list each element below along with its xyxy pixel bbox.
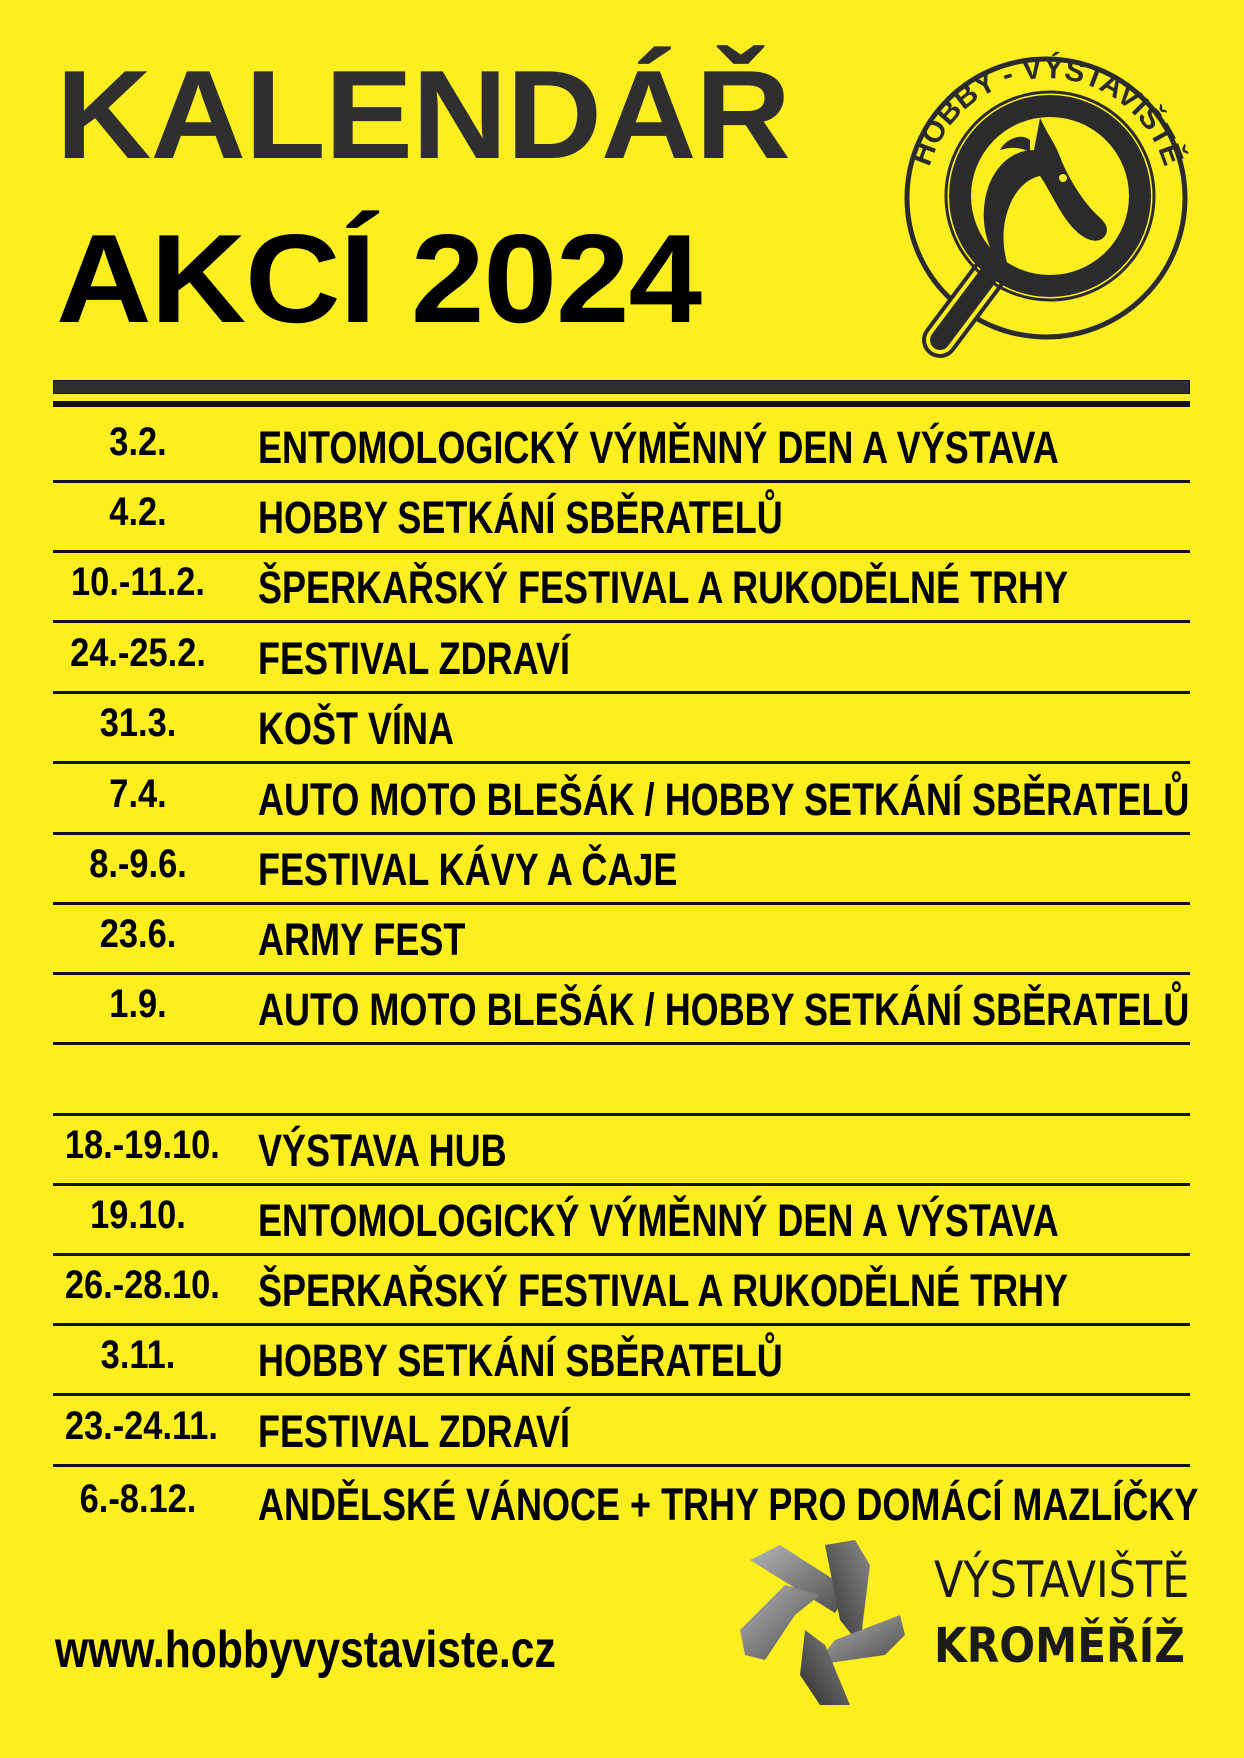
event-date: 3.11. [100, 1333, 176, 1377]
event-name: ŠPERKAŘSKÝ FESTIVAL A RUKODĚLNÉ TRHY [258, 1265, 1069, 1316]
event-row [53, 972, 1190, 1045]
event-date: 23.-24.11. [64, 1404, 218, 1448]
event-name: ENTOMOLOGICKÝ VÝMĚNNÝ DEN A VÝSTAVA [258, 422, 1059, 473]
event-row [53, 1113, 1190, 1186]
event-name: HOBBY SETKÁNÍ SBĚRATELŮ [258, 1335, 783, 1386]
empty-row [53, 1043, 1190, 1116]
hobby-vystaviste-logo [880, 40, 1200, 380]
header-divider-thick [53, 380, 1190, 394]
event-row [53, 1467, 1199, 1537]
event-row [53, 480, 1190, 553]
event-name: KOŠT VÍNA [258, 703, 455, 754]
event-date: 23.6. [99, 912, 177, 956]
event-name: ARMY FEST [258, 914, 466, 965]
event-name: FESTIVAL ZDRAVÍ [258, 1406, 571, 1457]
event-date: 4.2. [109, 490, 167, 534]
event-row [53, 762, 1190, 835]
event-date: 6.-8.12. [79, 1477, 197, 1521]
event-name: VÝSTAVA HUB [258, 1125, 507, 1176]
event-name: FESTIVAL ZDRAVÍ [258, 633, 571, 684]
event-date: 24.-25.2. [70, 631, 206, 675]
event-row [53, 1394, 1190, 1467]
event-date: 31.3. [99, 701, 177, 745]
event-row [53, 1183, 1190, 1256]
event-row [53, 691, 1190, 764]
event-date: 18.-19.10. [64, 1123, 220, 1167]
header-divider-thin [53, 401, 1190, 407]
event-date: 10.-11.2. [71, 560, 205, 604]
event-date: 19.10. [90, 1193, 186, 1237]
website-link[interactable]: www.hobbyvystaviste.cz [55, 1621, 556, 1679]
event-name: ANDĚLSKÉ VÁNOCE + TRHY PRO DOMÁCÍ MAZLÍČKY [258, 1479, 1199, 1530]
title-akci-2024: AKCÍ 2024 [56, 208, 702, 349]
event-row [53, 1323, 1190, 1396]
event-name: HOBBY SETKÁNÍ SBĚRATELŮ [258, 492, 783, 543]
event-row [53, 410, 1190, 483]
event-row [53, 550, 1190, 623]
venue-name-line2: KROMĚŘÍŽ [934, 1618, 1185, 1674]
vystaviste-kromeriz-star-icon [740, 1535, 910, 1710]
event-date: 3.2. [109, 420, 167, 464]
event-row [53, 621, 1190, 694]
event-name: FESTIVAL KÁVY A ČAJE [258, 844, 678, 895]
venue-name-line1: VÝSTAVIŠTĚ [934, 1551, 1190, 1609]
event-date: 1.9. [109, 982, 167, 1026]
event-name: ŠPERKAŘSKÝ FESTIVAL A RUKODĚLNÉ TRHY [258, 562, 1069, 613]
event-row [53, 1253, 1190, 1326]
title-kalendar: KALENDÁŘ [56, 44, 790, 185]
event-row [53, 902, 1190, 975]
event-name: AUTO MOTO BLEŠÁK / HOBBY SETKÁNÍ SBĚRATELŮ [258, 984, 1190, 1035]
event-date: 26.-28.10. [64, 1263, 220, 1307]
event-date: 8.-9.6. [89, 842, 187, 886]
event-row [53, 832, 1190, 905]
event-name: AUTO MOTO BLEŠÁK / HOBBY SETKÁNÍ SBĚRATELŮ [258, 774, 1190, 825]
logo-arc-text: HOBBY - VÝSTAVIŠTĚ [904, 51, 1190, 170]
event-name: ENTOMOLOGICKÝ VÝMĚNNÝ DEN A VÝSTAVA [258, 1195, 1059, 1246]
event-date: 7.4. [109, 772, 167, 816]
